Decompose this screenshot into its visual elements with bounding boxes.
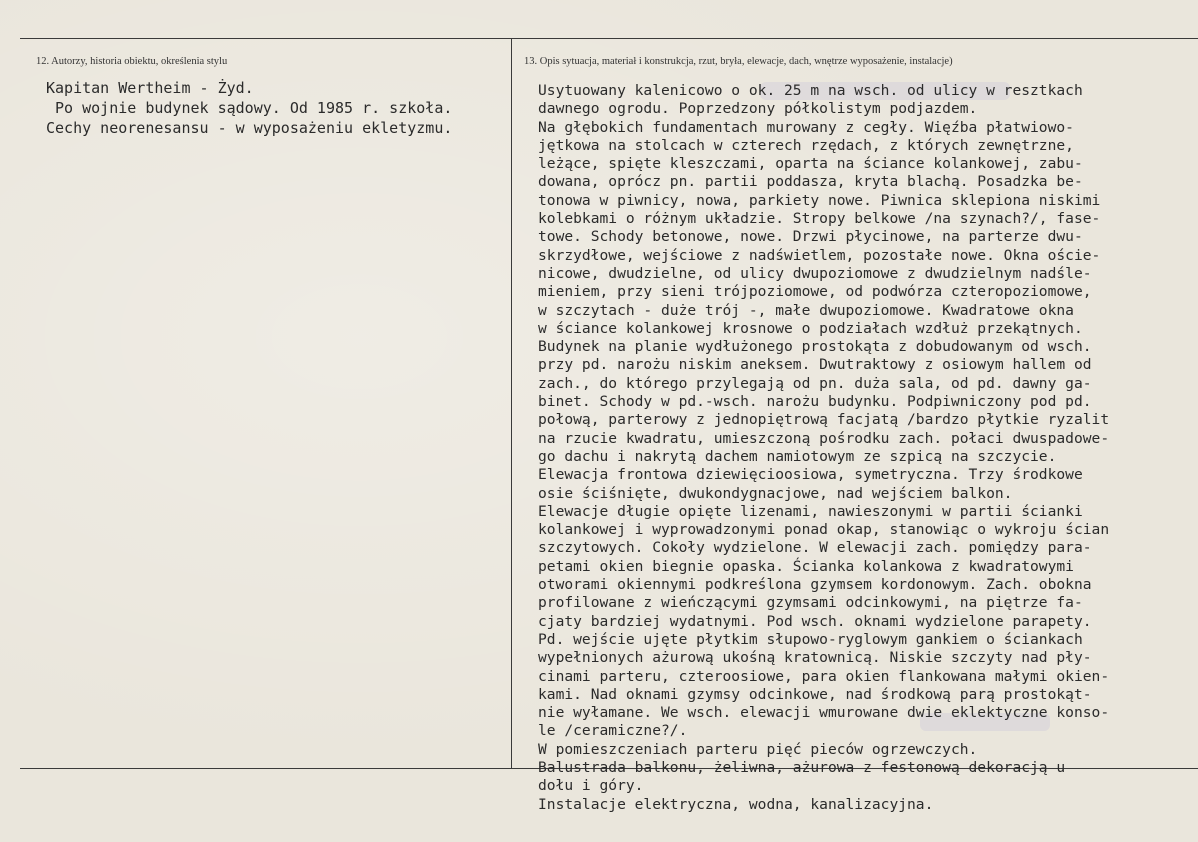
description-text-line: profilowane z wieńczącymi gzymsami odcinkowymi, na piętrze fa- <box>538 594 1083 612</box>
history-text-line: Kapitan Wertheim - Żyd. <box>46 79 254 97</box>
description-text-line: Elewacje długie opięte lizenami, nawieszonymi w partii ścianki <box>538 502 1083 520</box>
history-text-line: Po wojnie budynek sądowy. Od 1985 r. szkoła. <box>46 99 453 117</box>
description-text-line: na rzucie kwadratu, umieszczoną pośrodku zach. połaci dwuspadowe- <box>538 429 1110 447</box>
top-rule <box>20 38 1198 39</box>
description-text-line: kolebkami o różnym układzie. Stropy belkowe /na szynach?/, fase- <box>538 210 1101 228</box>
description-text-line: dawnego ogrodu. Poprzedzony półkolistym podjazdem. <box>538 100 978 118</box>
description-text-line: cjaty bardziej wydatnymi. Pod wsch. oknami wydzielone parapety. <box>538 612 1092 630</box>
description-text-line: tonowa w piwnicy, nowa, parkiety nowe. Piwnica sklepiona niskimi <box>538 191 1101 209</box>
description-text-line: w szczytach - duże trój -, małe dwupoziomowe. Kwadratowe okna <box>538 301 1074 319</box>
description-text-line: zach., do którego przylegają od pn. duża sala, od pd. dawny ga- <box>538 374 1092 392</box>
description-text-line: przy pd. narożu niskim aneksem. Dwutraktowy z osiowym hallem od <box>538 356 1092 374</box>
description-text-line: W pomieszczeniach parteru pięć pieców ogrzewczych. <box>538 740 978 758</box>
description-text-line: Budynek na planie wydłużonego prostokąta z dobudowanym od wsch. <box>538 338 1092 356</box>
description-text-line: jętkowa na stolcach w czterech rzędach, z których zewnętrzne, <box>538 136 1074 154</box>
description-text-line: szczytowych. Cokoły wydzielone. W elewacji zach. pomiędzy para- <box>538 539 1092 557</box>
description-text-line: cinami parteru, czteroosiowe, para okien flankowana małymi okien- <box>538 667 1110 685</box>
description-text-line: kami. Nad oknami gzymsy odcinkowe, nad środkową parą prostokąt- <box>538 685 1092 703</box>
description-text-line: le /ceramiczne?/. <box>538 722 688 740</box>
description-text-line: dołu i góry. <box>538 777 644 795</box>
section-13-text <box>538 82 1198 814</box>
column-divider <box>511 38 512 769</box>
description-text-line: petami okien biegnie opaska. Ścianka kolankowa z kwadratowymi <box>538 557 1074 575</box>
description-text-line: Na głębokich fundamentach murowany z cegły. Więźba płatwiowo- <box>538 118 1074 136</box>
description-text-line: otworami okiennymi podkreślona gzymsem kordonowym. Zach. obokna <box>538 576 1092 594</box>
description-text-line: leżące, spięte kleszczami, oparta na ściance kolankowej, zabu- <box>538 155 1083 173</box>
description-text-line: kolankowej i wyprowadzonymi ponad okap, stanowiąc o wykroju ścian <box>538 521 1110 539</box>
description-text-line: nicowe, dwudzielne, od ulicy dwupoziomowe z dwudzielnym nadśle- <box>538 264 1092 282</box>
description-text-line: osie ściśnięte, dwukondygnacjowe, nad wejściem balkon. <box>538 484 1013 502</box>
description-text-line: dowana, oprócz pn. partii poddasza, kryta blachą. Posadzka be- <box>538 173 1083 191</box>
description-text-line: binet. Schody w pd.-wsch. narożu budynku. Podpiwniczony pod pd. <box>538 393 1092 411</box>
description-text-line: wypełnionych ażurową ukośną kratownicą. Niskie szczyty nad pły- <box>538 649 1092 667</box>
description-text-line: Balustrada balkonu, żeliwna, ażurowa z festonową dekoracją u <box>538 758 1066 776</box>
section-12-header: 12. Autorzy, historia obiektu, określenia stylu <box>36 56 228 67</box>
description-text-line: w ściance kolankowej krosnowe o podziałach wzdłuż przekątnych. <box>538 319 1083 337</box>
description-text-line: Usytuowany kalenicowo o ok. 25 m na wsch. od ulicy w resztkach <box>538 82 1083 99</box>
history-text-line: Cechy neorenesansu - w wyposażeniu ekletyzmu. <box>46 119 453 137</box>
description-text-line: Instalacje elektryczna, wodna, kanalizacyjna. <box>538 795 934 813</box>
section-12-text <box>46 78 452 138</box>
description-text-line: mieniem, przy sieni trójpoziomowe, od podwórza czteropoziomowe, <box>538 283 1092 301</box>
description-text-line: połową, parterowy z jednopiętrową facjatą /bardzo płytkie ryzalit <box>538 411 1110 429</box>
description-text-line: nie wyłamane. We wsch. elewacji wmurowane dwie eklektyczne konso- <box>538 704 1110 722</box>
description-text-line: Pd. wejście ujęte płytkim słupowo-ryglowym gankiem o ściankach <box>538 630 1083 648</box>
section-13-header: 13. Opis sytuacja, materiał i konstrukcja, rzut, bryła, elewacje, dach, wnętrze wyposażenie, instalacje) <box>524 56 953 67</box>
description-text-line: Elewacja frontowa dziewięcioosiowa, symetryczna. Trzy środkowe <box>538 466 1083 484</box>
description-text-line: go dachu i nakrytą dachem namiotowym ze szpicą na szczycie. <box>538 447 1057 465</box>
description-text-line: skrzydłowe, wejściowe z nadświetlem, pozostałe nowe. Okna oście- <box>538 246 1101 264</box>
description-text-line: towe. Schody betonowe, nowe. Drzwi płycinowe, na parterze dwu- <box>538 228 1083 246</box>
